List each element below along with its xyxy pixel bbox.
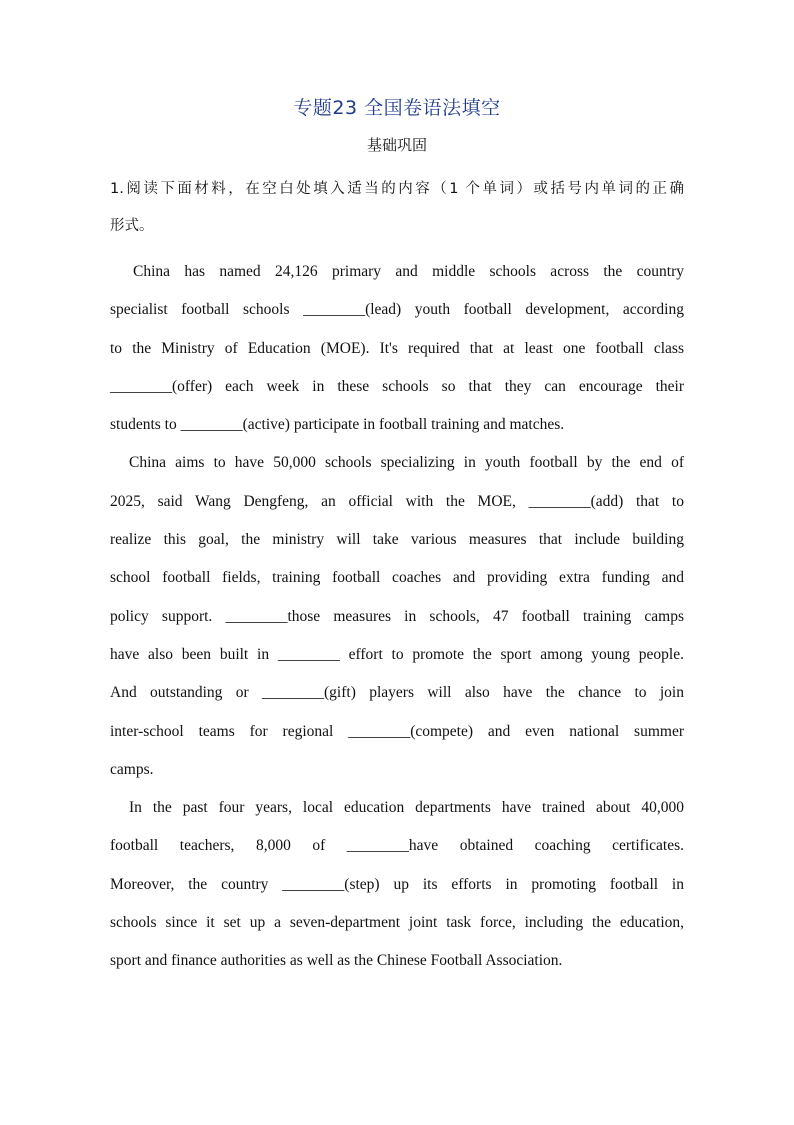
passage-line: school football fields, training football coaches and providing extra funding and bbox=[110, 569, 684, 587]
passage-line: ________(offer) each week in these schools so that they can encourage their bbox=[110, 377, 684, 395]
exercise-instruction bbox=[110, 171, 684, 245]
passage-line: inter-school teams for regional ________(compete) and even national summer bbox=[110, 722, 684, 740]
passage-line: China aims to have 50,000 schools specializing in youth football by the end of bbox=[129, 454, 684, 472]
instruction-line: 1.阅读下面材料，在空白处填入适当的内容（1 个单词）或括号内单词的正确 bbox=[110, 181, 684, 197]
page-title: 专题23 全国卷语法填空 bbox=[293, 97, 501, 119]
passage-paragraph-2 bbox=[110, 444, 684, 789]
instruction-line: 形式。 bbox=[110, 218, 154, 234]
passage-line: 2025, said Wang Dengfeng, an official with the MOE, ________(add) that to bbox=[110, 492, 684, 510]
passage-line: to the Ministry of Education (MOE). It's required that at least one football class bbox=[110, 339, 684, 357]
passage-line: camps. bbox=[110, 760, 154, 778]
passage-paragraph-1 bbox=[110, 253, 684, 444]
passage-line: specialist football schools ________(lead) youth football development, according bbox=[110, 301, 684, 319]
passage-line: policy support. ________those measures in schools, 47 football training camps bbox=[110, 607, 684, 625]
passage-line: football teachers, 8,000 of ________have obtained coaching certificates. bbox=[110, 837, 684, 855]
passage-line: China has named 24,126 primary and middle schools across the country bbox=[133, 263, 684, 280]
section-subtitle: 基础巩固 bbox=[366, 136, 427, 154]
passage-line: In the past four years, local education departments have trained about 40,000 bbox=[129, 799, 684, 817]
exercise-content bbox=[110, 171, 684, 981]
passage-line: schools since it set up a seven-department joint task force, including the education, bbox=[110, 914, 684, 932]
passage-line: sport and finance authorities as well as the Chinese Football Association. bbox=[110, 952, 563, 970]
passage-line: Moreover, the country ________(step) up its efforts in promoting football in bbox=[110, 875, 684, 893]
passage-line: have also been built in ________ effort to promote the sport among young people. bbox=[110, 645, 684, 663]
passage-paragraph-3 bbox=[110, 789, 684, 980]
passage-line: And outstanding or ________(gift) players will also have the chance to join bbox=[110, 684, 684, 702]
passage-line: realize this goal, the ministry will take various measures that include building bbox=[110, 531, 684, 549]
passage-line: students to ________(active) participate in football training and matches. bbox=[110, 416, 565, 434]
